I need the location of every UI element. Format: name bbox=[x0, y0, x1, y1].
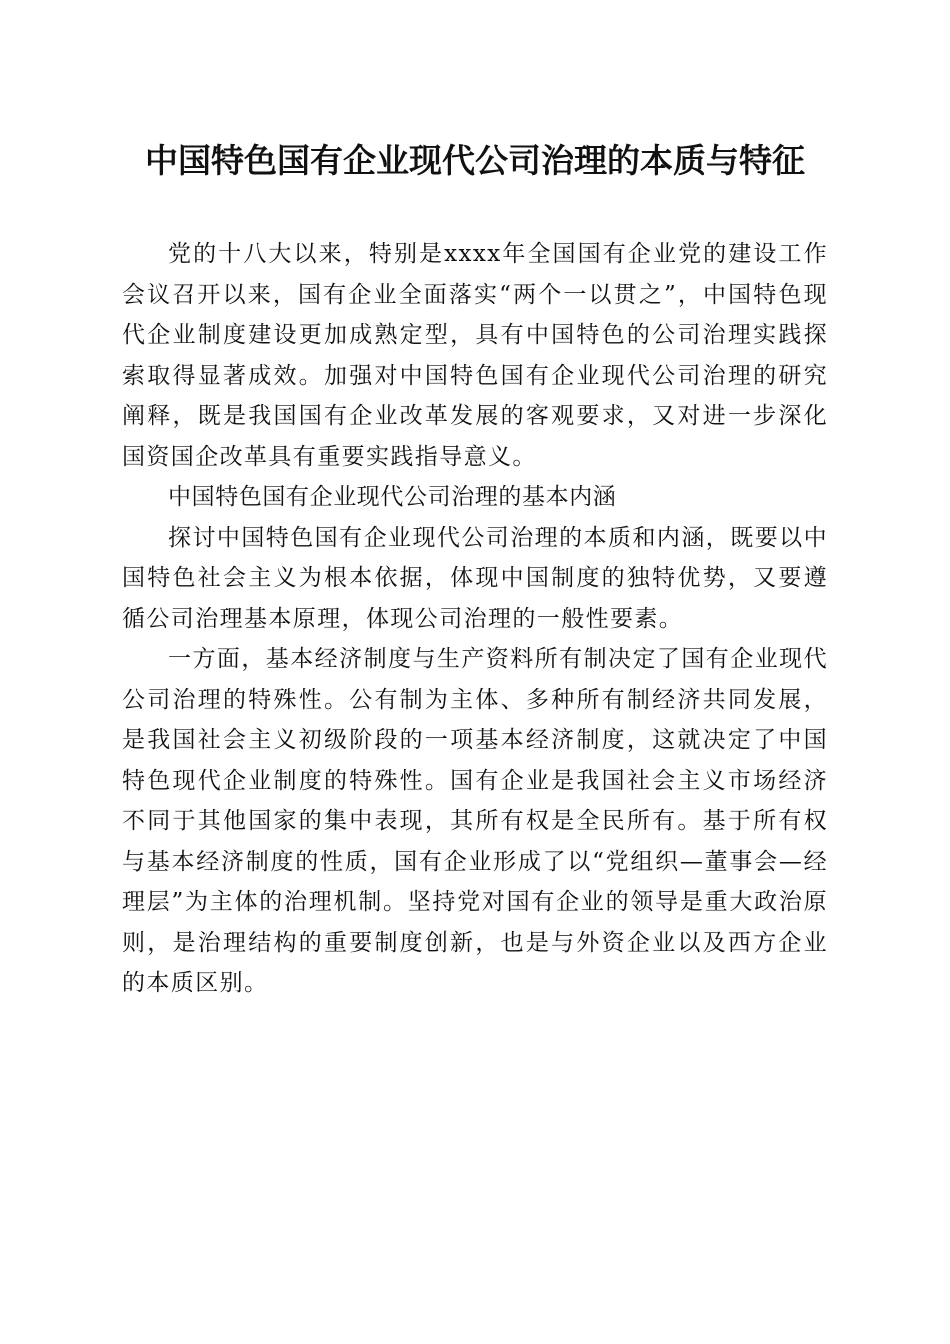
paragraph-intro: 党的十八大以来，特别是xxxx年全国国有企业党的建设工作会议召开以来，国有企业全面落实“两个一以贯之”，中国特色现代企业制度建设更加成熟定型，具有中国特色的公司治理实践探索取得显著成效。加强对中国特色国有企业现代公司治理的研究阐释，既是我国国有企业改革发展的客观要求，又对进一步深化国资国企改革具有重要实践指导意义。 bbox=[122, 241, 828, 470]
document-body bbox=[122, 234, 828, 1004]
paragraph-essence: 探讨中国特色国有企业现代公司治理的本质和内涵，既要以中国特色社会主义为根本依据，体现中国制度的独特优势，又要遵循公司治理基本原理，体现公司治理的一般性要素。 bbox=[122, 524, 828, 632]
section-heading: 中国特色国有企业现代公司治理的基本内涵 bbox=[168, 484, 617, 510]
paragraph-economic-system: 一方面，基本经济制度与生产资料所有制决定了国有企业现代公司治理的特殊性。公有制为主体、多种所有制经济共同发展，是我国社会主义初级阶段的一项基本经济制度，这就决定了中国特色现代企业制度的特殊性。国有企业是我国社会主义市场经济不同于其他国家的集中表现，其所有权是全民所有。基于所有权与基本经济制度的性质，国有企业形成了以“党组织—董事会—经理层”为主体的治理机制。坚持党对国有企业的领导是重大政治原则，是治理结构的重要制度创新，也是与外资企业以及西方企业的本质区别。 bbox=[122, 646, 828, 996]
document-title: 中国特色国有企业现代公司治理的本质与特征 bbox=[145, 141, 805, 180]
